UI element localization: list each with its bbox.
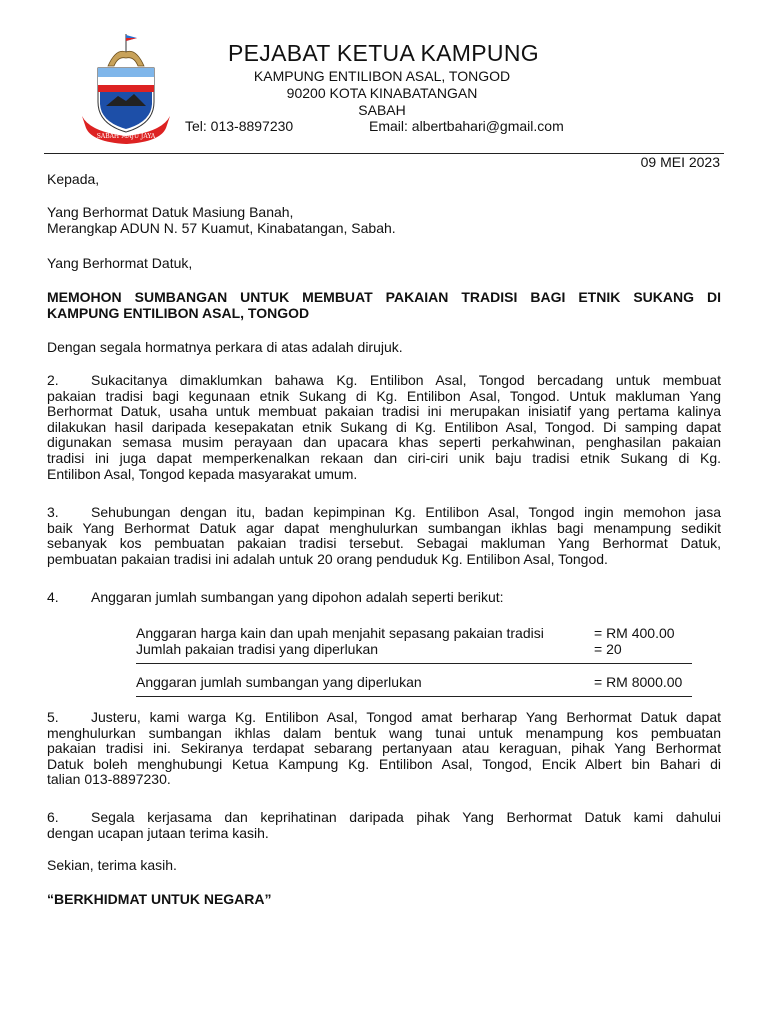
paragraph-line: pakaian tradisi ini. Sekiranya terdapat sebarang pertanyaan atau keraguan, pihak Yang Berhormat xyxy=(47,740,721,757)
calc-value: = RM 8000.00 xyxy=(594,674,683,690)
subject-line: KAMPUNG ENTILIBON ASAL, TONGOD xyxy=(47,305,310,321)
paragraph-line: pakaian tradisi bagi kegunaan etnik Sukang di Kg. Entilibon Asal, Tongod. Untuk makluman Yang xyxy=(47,387,721,404)
letter-date: 09 MEI 2023 xyxy=(640,154,720,170)
paragraph-line: tradisi ini juga dapat memperkenalkan rekaan dan ciri-ciri unik baju tradisi etnik Sukang di Kg. xyxy=(47,449,721,466)
salutation: Yang Berhormat Datuk, xyxy=(47,255,193,271)
paragraph-line: sebanyak kos pembuatan pakaian tradisi tersebut. Sebagai makluman Yang Berhormat Datuk, xyxy=(47,535,721,552)
address-line-1: KAMPUNG ENTILIBON ASAL, TONGOD xyxy=(253,68,511,84)
calc-divider-bottom xyxy=(136,696,692,697)
paragraph-line: 3. Sehubungan dengan itu, badan kepimpinan Kg. Entilibon Asal, Tongod ingin memohon jasa xyxy=(47,504,721,520)
recipient-title: Merangkap ADUN N. 57 Kuamut, Kinabatangan, Sabah. xyxy=(47,220,396,236)
address-line-3: SABAH xyxy=(358,102,406,118)
logo-motto: SABAH MAJU JAYA xyxy=(96,133,156,140)
paragraph-number: 5. xyxy=(47,709,59,725)
calc-label: Anggaran jumlah sumbangan yang diperlukan xyxy=(136,674,422,690)
paragraph-number: 2. xyxy=(47,372,59,388)
calc-total xyxy=(136,674,692,690)
calc-label: Jumlah pakaian tradisi yang diperlukan xyxy=(136,640,379,657)
header-email: Email: albertbahari@gmail.com xyxy=(369,118,564,134)
sabah-crest-logo xyxy=(76,32,176,144)
paragraph-line: 2. Sukacitanya dimaklumkan bahawa Kg. Entilibon Asal, Tongod bercadang untuk membuat xyxy=(47,372,721,388)
paragraph-number: 3. xyxy=(47,504,59,520)
office-title: PEJABAT KETUA KAMPUNG xyxy=(228,40,539,66)
address-line-2: 90200 KOTA KINABATANGAN xyxy=(286,85,478,101)
paragraph-line: dengan ucapan jutaan terima kasih. xyxy=(47,824,269,841)
paragraph-line: Berhormat Datuk, usaha untuk membuat pakaian tradisi ini merupakan inisiatif yang pertama kalinya xyxy=(47,403,721,420)
paragraph-line: digunakan semasa musim perayaan dan upacara khas seperti perkahwinan, penghasilan pakaian xyxy=(47,434,721,451)
intro-text: Dengan segala hormatnya perkara di atas adalah dirujuk. xyxy=(47,339,403,355)
cost-calculation xyxy=(136,625,692,656)
paragraph-line: 5. Justeru, kami warga Kg. Entilibon Asal, Tongod amat berharap Yang Berhormat Datuk dapat xyxy=(47,709,721,725)
header-divider xyxy=(44,153,724,154)
calc-divider-top xyxy=(136,663,692,664)
calc-label: Anggaran harga kain dan upah menjahit sepasang pakaian tradisi xyxy=(136,625,544,641)
paragraph-4: 4. Anggaran jumlah sumbangan yang dipohon adalah seperti berikut: xyxy=(47,589,504,605)
subject-line: MEMOHON SUMBANGAN UNTUK MEMBUAT PAKAIAN TRADISI BAGI ETNIK SUKANG DI xyxy=(47,289,721,305)
paragraph-line: pembuatan pakaian tradisi ini adalah untuk 20 orang penduduk Kg. Entilibon Asal, Tongod. xyxy=(47,550,608,567)
to-label: Kepada, xyxy=(47,171,100,187)
letter-subject xyxy=(47,289,721,321)
paragraph-line: 6. Segala kerjasama dan keprihatinan daripada pihak Yang Berhormat Datuk kami dahului xyxy=(47,809,721,825)
paragraph-line: Datuk boleh menghubungi Ketua Kampung Kg. Entilibon Asal, Tongod, Encik Albert bin Bahari di xyxy=(47,755,721,772)
paragraph-line: dilakukan hasil daripada kesepakatan etnik Sukang di Kg. Entilibon Asal, Tongod. Di samping dapat xyxy=(47,418,721,435)
paragraph-6 xyxy=(47,810,721,841)
paragraph-2 xyxy=(47,373,721,482)
paragraph-line: menghulurkan sumbangan ikhlas dalam bentuk wang tunai untuk menampung kos pembuatan xyxy=(47,724,721,741)
calc-row xyxy=(136,641,692,657)
calc-value: = 20 xyxy=(594,640,622,657)
calc-row xyxy=(136,625,692,641)
recipient-name: Yang Berhormat Datuk Masiung Banah, xyxy=(47,204,294,220)
closing-motto: “BERKHIDMAT UNTUK NEGARA” xyxy=(47,891,272,907)
paragraph-number: 6. xyxy=(47,809,59,825)
paragraph-line: baik Yang Berhormat Datuk agar dapat menghulurkan sumbangan ikhlas bagi menampung sedikit xyxy=(47,519,721,536)
paragraph-3 xyxy=(47,505,721,567)
calc-row xyxy=(136,674,692,690)
paragraph-line: talian 013-8897230. xyxy=(47,771,171,788)
paragraph-line: Entilibon Asal, Tongod kepada masyarakat umum. xyxy=(47,465,358,482)
paragraph-5 xyxy=(47,710,721,788)
header-tel: Tel: 013-8897230 xyxy=(185,118,294,134)
paragraph-number: 4. xyxy=(47,589,59,605)
closing-text: Sekian, terima kasih. xyxy=(47,857,177,873)
calc-value: = RM 400.00 xyxy=(594,625,675,641)
